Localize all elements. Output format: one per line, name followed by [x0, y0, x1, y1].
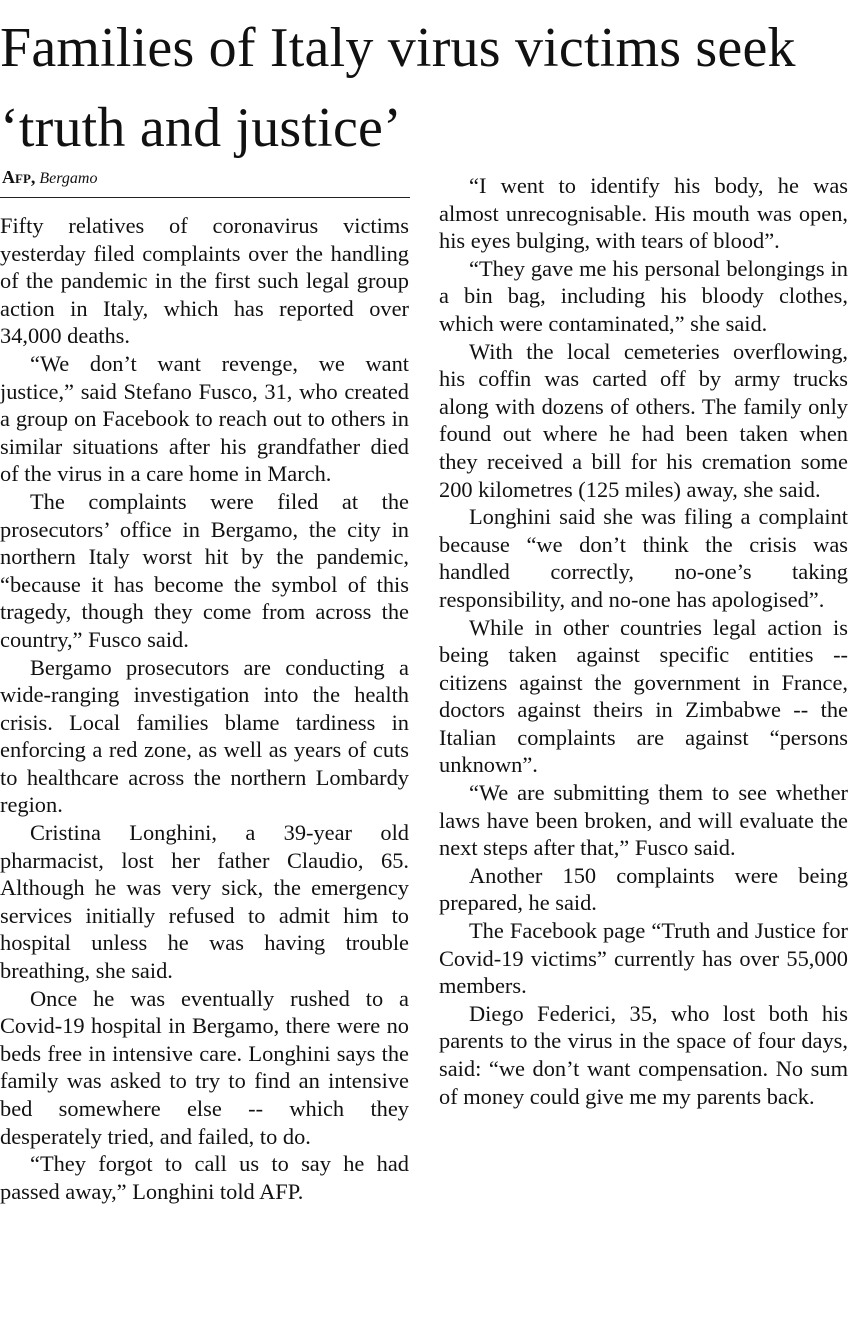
paragraph: “We are submitting them to see whether laws have been broken, and will evaluate the next steps after that,” Fusco said.: [439, 780, 848, 861]
paragraph: With the local cemeteries overflowing, his coffin was carted off by army trucks along with dozens of others. The family only found out where he had been taken when they received a bill for his cremation some 200 kilometres (125 miles) away, she said.: [439, 338, 848, 502]
byline-agency: Afp,: [2, 167, 36, 187]
paragraph: “They forgot to call us to say he had passed away,” Longhini told AFP.: [0, 1151, 409, 1204]
byline-divider: [0, 197, 410, 198]
left-column: [0, 212, 409, 1205]
paragraph: Fifty relatives of coronavirus victims yesterday filed complaints over the handling of the pandemic in the first such legal group action in Italy, which has reported over 34,000 deaths.: [0, 213, 409, 349]
paragraph: The complaints were filed at the prosecutors’ office in Bergamo, the city in northern Italy worst hit by the pandemic, “because it has become the symbol of this tragedy, though they come from across the country,” Fusco said.: [0, 488, 409, 652]
paragraph: Bergamo prosecutors are conducting a wide-ranging investigation into the health crisis. Local families blame tardiness in enforcing a red zone, as well as years of cuts to healthcare across the northern Lombardy region.: [0, 654, 409, 818]
paragraph: Longhini said she was filing a complaint because “we don’t think the crisis was handled correctly, no-one’s taking responsibility, and no-one has apologised”.: [439, 504, 848, 612]
paragraph: “I went to identify his body, he was almost unrecognisable. His mouth was open, his eyes bulging, with tears of blood”.: [439, 173, 848, 254]
paragraph: While in other countries legal action is being taken against specific entities -- citizens against the government in France, doctors against theirs in Zimbabwe -- the Italian complaints are against “persons unknown”.: [439, 614, 848, 778]
byline: [2, 166, 97, 190]
paragraph: Diego Federici, 35, who lost both his parents to the virus in the space of four days, said: “we don’t want compensation. No sum of money could give me my parents back.: [439, 1000, 848, 1109]
paragraph: Another 150 complaints were being prepared, he said.: [439, 862, 848, 916]
paragraph: “We don’t want revenge, we want justice,” said Stefano Fusco, 31, who created a group on Facebook to reach out to others in similar situations after his grandfather died of the virus in a care home in March.: [0, 350, 409, 487]
headline: Families of Italy virus victims seek ‘truth and justice’: [0, 17, 796, 159]
paragraph: The Facebook page “Truth and Justice for Covid-19 victims” currently has over 55,000 members.: [439, 918, 848, 999]
byline-place: Bergamo: [39, 170, 98, 187]
paragraph: Cristina Longhini, a 39-year old pharmacist, lost her father Claudio, 65. Although he was very sick, the emergency services initially refused to admit him to hospital unless he was having trouble breathing, she said.: [0, 820, 409, 984]
right-column: [439, 172, 848, 1110]
paragraph: Once he was eventually rushed to a Covid-19 hospital in Bergamo, there were no beds free in intensive care. Longhini says the family was asked to try to find an intensive bed somewhere else -- which they desperately tried, and failed, to do.: [0, 985, 409, 1149]
paragraph: “They gave me his personal belongings in a bin bag, including his bloody clothes, which were contaminated,” she said.: [439, 255, 848, 336]
